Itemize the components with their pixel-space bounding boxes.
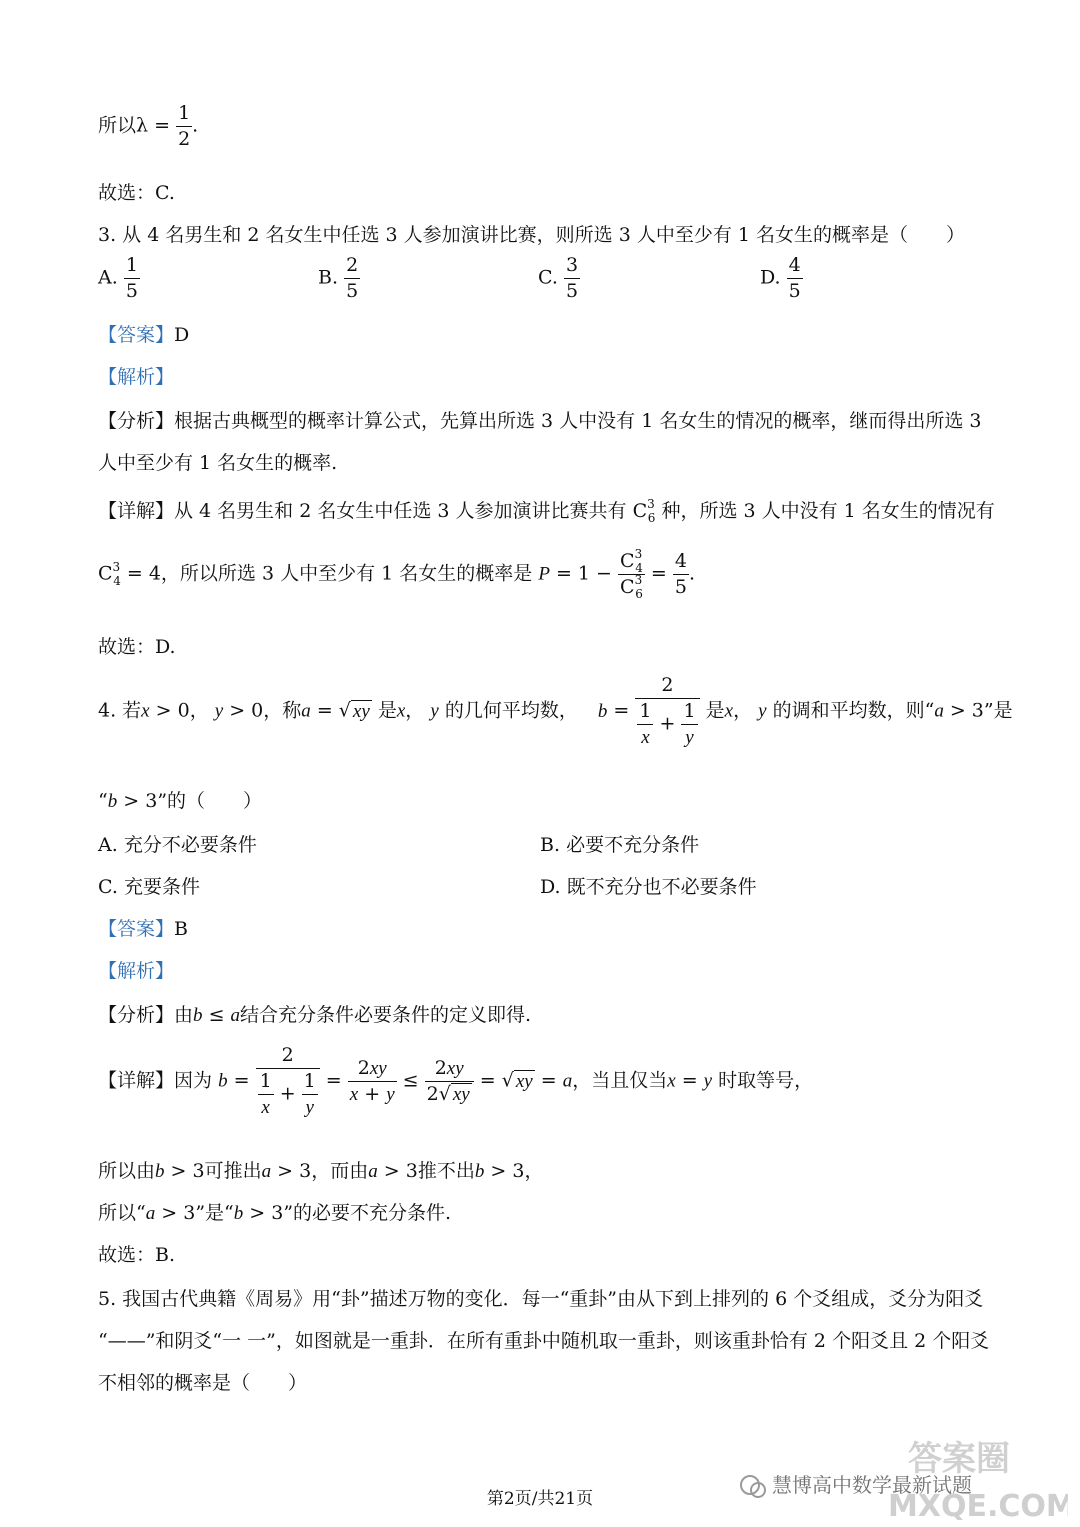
q2-conclusion: 所以λ = $\frac{1}{2}$ .: [98, 102, 199, 150]
q5-line3: 不相邻的概率是（ ）: [98, 1372, 308, 1394]
q3-stem: 3. 从 4 名男生和 2 名女生中任选 3 人参加演讲比赛，则所选 3 人中至少有 1 名女生的概率是（ ）: [98, 224, 966, 246]
q3-xiangjie-line2: $C^3_4 = 4$，所以所选 3 人中至少有 1 名女生的概率是 P = 1 − $\frac{C^3_4}{C^3_6}$ = $\frac{4}{5}$ .: [98, 547, 695, 601]
q4-option-a: A. 充分不必要条件: [98, 834, 257, 856]
svg-text:MXQE.COM: MXQE.COM: [888, 1489, 1068, 1520]
q4-xiangjie: 【详解】因为 b = 2 $\frac{1}{x}$ + $\frac{1}{y}$ = $\frac{2xy}{x + y}$ ≤ $\frac{2xy}{2√ xy}$ = √ xy = a，当且仅当x = y 时取等号，: [98, 1044, 814, 1118]
svg-text:答案圈: 答案圈: [908, 1440, 1010, 1479]
q3-option-c: C. $\frac{3}{5}$: [538, 254, 579, 302]
q3-fenxi-line2: 人中至少有 1 名女生的概率.: [98, 452, 338, 474]
fraction: $\frac{1}{2}$: [178, 102, 191, 150]
q5-line1: 5. 我国古代典籍《周易》用“卦”描述万物的变化．每一“重卦”由从下到上排列的 6 个爻组成，爻分为阳爻: [98, 1288, 984, 1310]
q3-xiangjie-line1: 【详解】从 4 名男生和 2 名女生中任选 3 人参加演讲比赛共有 $C^3_6$ 种，所选 3 人中没有 1 名女生的情况有: [98, 497, 995, 525]
q5-line2: “——”和阴爻“一 一”，如图就是一重卦．在所有重卦中随机取一重卦，则该重卦恰有 2 个阳爻且 2 个阳爻: [98, 1330, 990, 1352]
page-footer: 第2页/共21页: [486, 1489, 594, 1509]
q4-option-b: B. 必要不充分条件: [540, 834, 700, 856]
q4-answer: 【答案】B: [98, 918, 188, 940]
q3-analysis-tag: 【解析】: [98, 366, 175, 388]
watermark: [738, 1440, 1068, 1520]
q3-option-a: A. $\frac{1}{5}$: [98, 254, 138, 302]
q4-option-c: C. 充要条件: [98, 876, 200, 898]
q4-fenxi: 【分析】由b ≤ a结合充分条件必要条件的定义即得.: [98, 1004, 532, 1026]
q3-option-d: D. $\frac{4}{5}$: [760, 254, 801, 302]
q3-choice: 故选：D.: [98, 636, 176, 658]
q2-choice: 故选：C.: [98, 182, 175, 204]
q4-so-line1: 所以由b > 3可推出a > 3，而由a > 3推不出b > 3，: [98, 1160, 544, 1182]
q4-choice: 故选：B.: [98, 1244, 176, 1266]
q3-answer: 【答案】D: [98, 324, 190, 346]
q3-option-b: B. $\frac{2}{5}$: [318, 254, 359, 302]
q4-analysis-tag: 【解析】: [98, 960, 175, 982]
q4-stem-line2: “b > 3”的（ ）: [98, 790, 263, 812]
svg-text:慧博高中数学最新试题: 慧博高中数学最新试题: [772, 1473, 972, 1497]
watermark-logo-icon: [738, 1440, 1068, 1520]
q4-stem-line1: 4. 若x > 0， y > 0，称a = √ xy 是x， y 的几何平均数， b = 2 $\frac{1}{x}$ + $\frac{1}{y}$ 是x， y 的调和平均数，则“a > 3”是: [98, 674, 1013, 748]
q4-so-line2: 所以“a > 3”是“b > 3”的必要不充分条件.: [98, 1202, 452, 1224]
q3-fenxi-line1: 【分析】根据古典概型的概率计算公式，先算出所选 3 人中没有 1 名女生的情况的概率，继而得出所选 3: [98, 410, 982, 432]
q4-option-d: D. 既不充分也不必要条件: [540, 876, 757, 898]
